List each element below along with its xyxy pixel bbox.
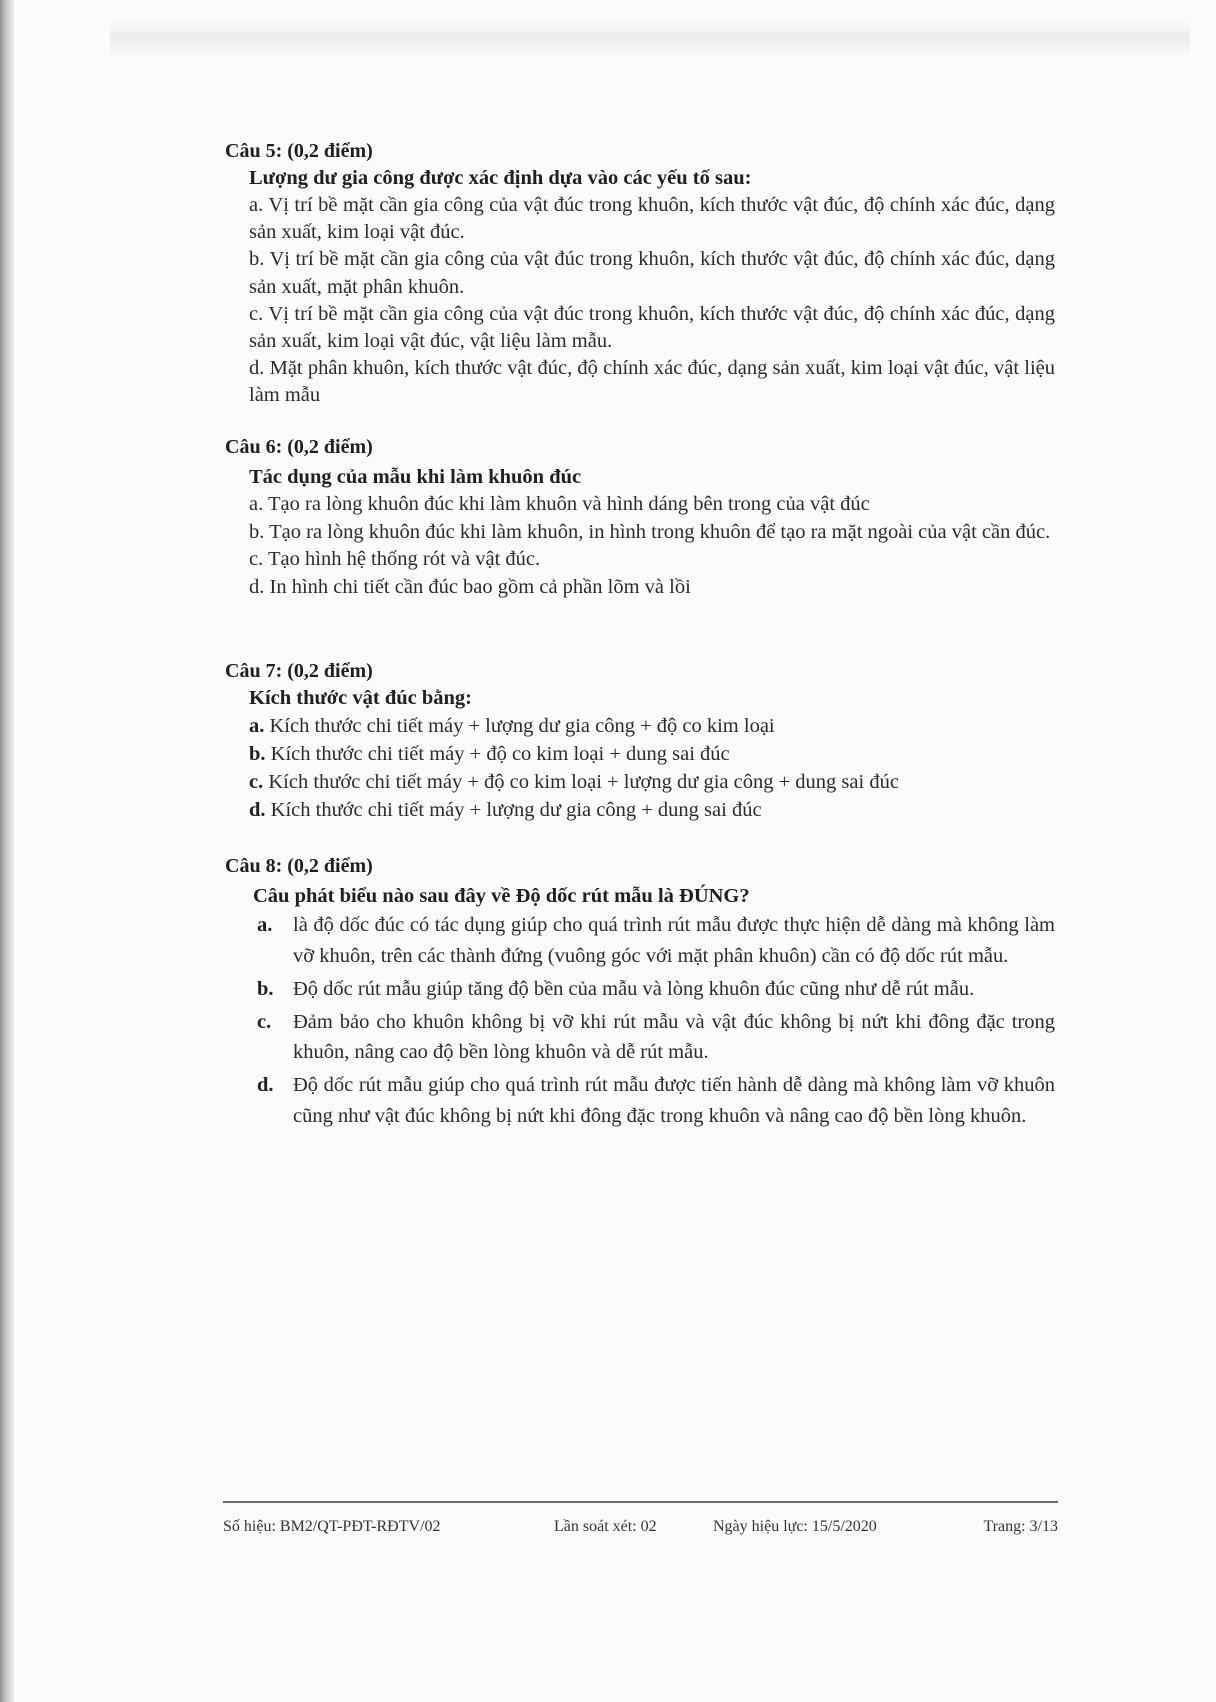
option-b: [249, 519, 1055, 547]
question-7: [225, 658, 1057, 824]
option-b: [249, 740, 1055, 768]
option-label: a.: [257, 914, 273, 936]
footer-document-code: Số hiệu: BM2/QT-PĐT-RĐTV/02: [223, 1518, 441, 1535]
option-text: Vị trí bề mặt cần gia công của vật đúc trong khuôn, kích thước vật đúc, độ chính xác đúc, dạng sản xuất, kim loại vật đúc, vật liệu làm mẫu.: [249, 302, 1055, 353]
option-text: Kích thước chi tiết máy + lượng dư gia công + dung sai đúc: [270, 799, 762, 821]
option-text: Kích thước chi tiết máy + độ co kim loại + lượng dư gia công + dung sai đúc: [268, 771, 899, 793]
question-prompt: Tác dụng của mẫu khi làm khuôn đúc: [249, 466, 582, 488]
question-8: [225, 853, 1057, 1134]
option-text: Tạo hình hệ thống rót và vật đúc.: [268, 548, 541, 570]
option-b: [249, 246, 1055, 300]
question-prompt: Câu phát biểu nào sau đây về Độ dốc rút mẫu là ĐÚNG?: [253, 885, 750, 907]
option-label: a.: [249, 493, 264, 515]
scan-top-shading: [110, 18, 1190, 58]
option-text: Độ dốc rút mẫu giúp tăng độ bền của mẫu và lòng khuôn đúc cũng như dễ rút mẫu.: [293, 977, 975, 1000]
option-text: Vị trí bề mặt cần gia công của vật đúc trong khuôn, kích thước vật đúc, độ chính xác đúc, dạng sản xuất, mặt phân khuôn.: [249, 248, 1055, 298]
option-label: d.: [257, 1074, 274, 1096]
option-label: b.: [249, 743, 266, 765]
question-heading: Câu 6: (0,2 điểm): [225, 436, 373, 458]
option-d: [249, 796, 1055, 824]
option-text: Kích thước chi tiết máy + độ co kim loại + dung sai đúc: [270, 743, 730, 765]
option-c: [257, 1007, 1055, 1068]
option-d: [249, 574, 1055, 602]
option-text: Tạo ra lòng khuôn đúc khi làm khuôn và hình dáng bên trong của vật đúc: [268, 493, 870, 515]
option-text: là độ dốc đúc có tác dụng giúp cho quá trình rút mẫu được thực hiện dễ dàng mà không làm vỡ khuôn, trên các thành đứng (vuông góc với mặt phân khuôn) cần có độ dốc rút mẫu.: [293, 914, 1055, 967]
option-label: d.: [249, 799, 266, 821]
option-text: Mặt phân khuôn, kích thước vật đúc, độ chính xác đúc, dạng sản xuất, kim loại vật đúc, vật liệu làm mẫu: [249, 357, 1055, 407]
question-5: [225, 138, 1057, 410]
option-text: Vị trí bề mặt cần gia công của vật đúc trong khuôn, kích thước vật đúc, độ chính xác đúc, dạng sản xuất, kim loại vật đúc.: [249, 194, 1055, 244]
question-prompt: Lượng dư gia công được xác định dựa vào các yếu tố sau:: [249, 167, 752, 189]
option-text: Độ dốc rút mẫu giúp cho quá trình rút mẫu được tiến hành dễ dàng mà không làm vỡ khuôn cũng như vật đúc không bị nứt khi đông đặc trong khuôn và nâng cao độ bền lòng khuôn.: [293, 1074, 1055, 1127]
option-b: [257, 974, 1055, 1005]
option-label: a.: [249, 194, 264, 216]
option-label: d.: [249, 357, 265, 380]
option-label: a.: [249, 715, 265, 737]
option-label: c.: [249, 548, 264, 570]
option-c: [249, 301, 1055, 355]
scan-edge-shadow: [0, 0, 14, 1702]
option-label: c.: [249, 302, 264, 325]
option-a: [249, 712, 1055, 740]
option-c: [249, 546, 1055, 574]
question-6: [225, 434, 1057, 601]
option-text: In hình chi tiết cần đúc bao gồm cả phần lõm và lồi: [269, 575, 691, 598]
option-label: c.: [249, 771, 264, 793]
option-a: [249, 491, 1055, 519]
option-a: [257, 910, 1055, 971]
option-label: b.: [249, 520, 265, 543]
option-label: b.: [249, 248, 265, 271]
option-c: [249, 768, 1055, 796]
question-prompt: Kích thước vật đúc bằng:: [249, 687, 472, 709]
question-heading: Câu 8: (0,2 điểm): [225, 855, 373, 877]
option-label: d.: [249, 575, 265, 598]
option-label: c.: [257, 1010, 272, 1033]
option-d: [249, 355, 1055, 409]
option-label: b.: [257, 977, 274, 1000]
footer-page-number: Trang: 3/13: [983, 1518, 1058, 1535]
option-d: [257, 1070, 1055, 1131]
footer-divider: [223, 1501, 1058, 1503]
question-heading: Câu 5: (0,2 điểm): [225, 140, 373, 162]
option-text: Đảm bảo cho khuôn không bị vỡ khi rút mẫu và vật đúc không bị nứt khi đông đặc trong khuôn, nâng cao độ bền lòng khuôn và dễ rút mẫu.: [293, 1010, 1055, 1063]
option-text: Tạo ra lòng khuôn đúc khi làm khuôn, in hình trong khuôn để tạo ra mặt ngoài của vật cần đúc.: [269, 520, 1051, 543]
question-heading: Câu 7: (0,2 điểm): [225, 660, 373, 682]
footer-revision: Lần soát xét: 02: [554, 1518, 657, 1535]
footer-effective-date: Ngày hiệu lực: 15/5/2020: [713, 1518, 877, 1535]
option-a: [249, 192, 1055, 246]
option-text: Kích thước chi tiết máy + lượng dư gia công + độ co kim loại: [269, 715, 775, 737]
